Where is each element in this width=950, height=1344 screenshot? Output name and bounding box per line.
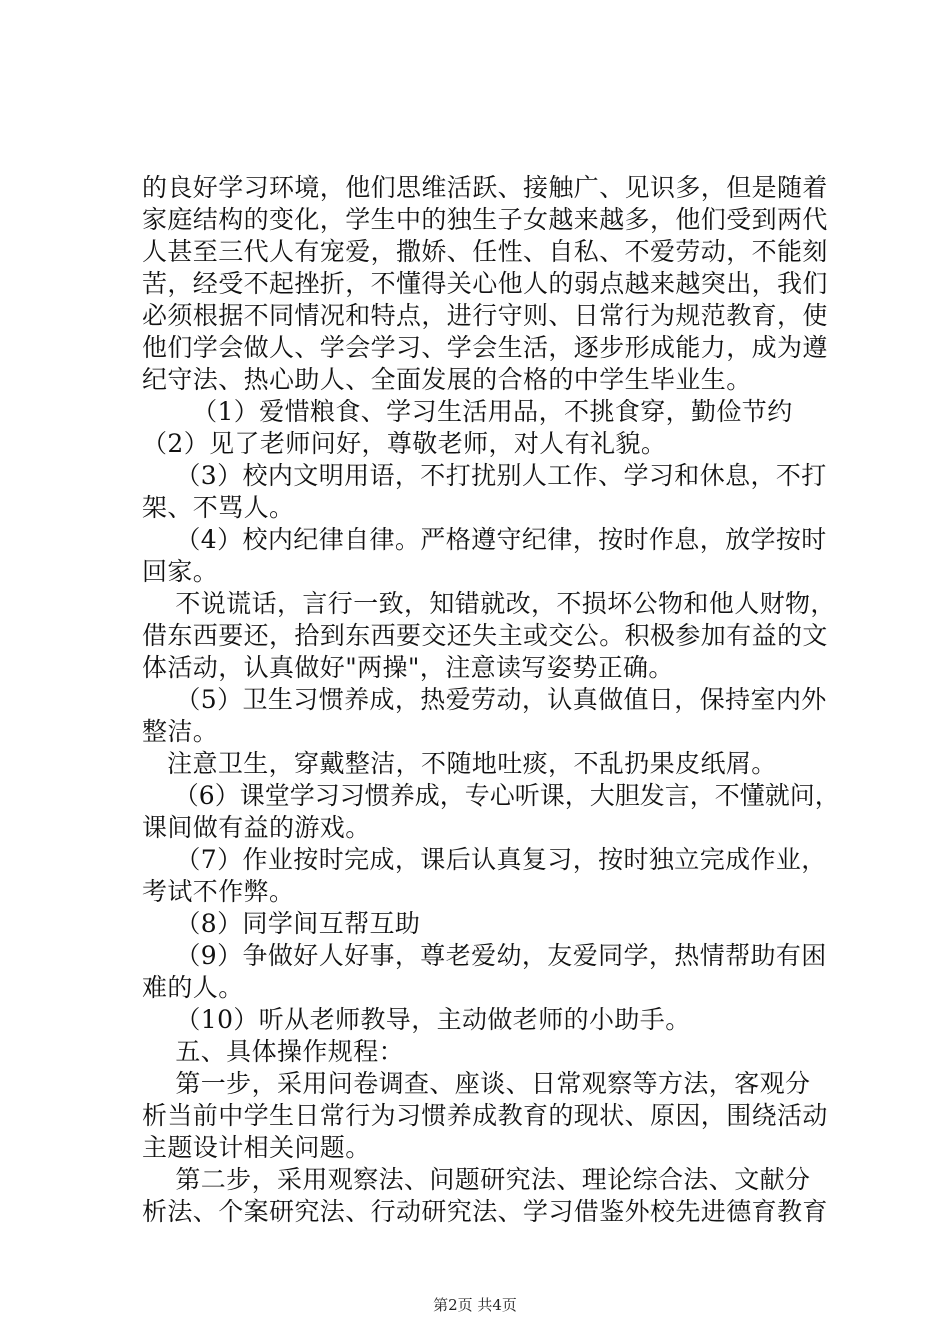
- text-line: 架、不骂人。: [142, 493, 295, 522]
- text-line: 纪守法、热心助人、全面发展的合格的中学生毕业生。: [142, 365, 752, 394]
- text-line: 主题设计相关问题。: [142, 1133, 371, 1162]
- text-line: 课间做有益的游戏。: [142, 813, 371, 842]
- text-line: 借东西要还，拾到东西要交还失主或交公。积极参加有益的文: [142, 621, 828, 650]
- text-line: 家庭结构的变化，学生中的独生子女越来越多，他们受到两代: [142, 205, 828, 234]
- text-line: （6）课堂学习习惯养成，专心听课，大胆发言，不懂就问，: [142, 781, 840, 810]
- text-line: 的良好学习环境，他们思维活跃、接触广、见识多，但是随着: [142, 173, 828, 202]
- text-line: 第二步，采用观察法、问题研究法、理论综合法、文献分: [142, 1165, 811, 1194]
- text-line: 回家。: [142, 557, 219, 586]
- text-line: （9）争做好人好事，尊老爱幼，友爱同学，热情帮助有困: [142, 941, 827, 970]
- page-number-label: 第2页 共4页: [433, 1296, 517, 1314]
- text-line: 他们学会做人、学会学习、学会生活，逐步形成能力，成为遵: [142, 333, 828, 362]
- page-footer: [0, 1295, 950, 1315]
- text-line: 析法、个案研究法、行动研究法、学习借鉴外校先进德育教育: [142, 1197, 828, 1226]
- text-line: （3）校内文明用语，不打扰别人工作、学习和休息，不打: [142, 461, 827, 490]
- text-line: 苦，经受不起挫折，不懂得关心他人的弱点越来越突出，我们: [142, 269, 828, 298]
- text-line: （8）同学间互帮互助: [142, 909, 421, 938]
- text-line: 必须根据不同情况和特点，进行守则、日常行为规范教育，使: [142, 301, 828, 330]
- text-line: 析当前中学生日常行为习惯养成教育的现状、原因，围绕活动: [142, 1101, 828, 1130]
- text-line: （10）听从老师教导，主动做老师的小助手。: [142, 1005, 691, 1034]
- text-line: 第一步，采用问卷调查、座谈、日常观察等方法，客观分: [142, 1069, 811, 1098]
- text-line: 难的人。: [142, 973, 244, 1002]
- text-line: 整洁。: [142, 717, 219, 746]
- text-line: 五、具体操作规程：: [142, 1037, 404, 1066]
- text-line: （2）见了老师问好，尊敬老师，对人有礼貌。: [142, 429, 667, 458]
- text-line: 注意卫生，穿戴整洁，不随地吐痰，不乱扔果皮纸屑。: [142, 749, 777, 778]
- text-line: （4）校内纪律自律。严格遵守纪律，按时作息，放学按时: [142, 525, 827, 554]
- text-line: 考试不作弊。: [142, 877, 295, 906]
- text-line: 不说谎话，言行一致，知错就改，不损坏公物和他人财物，: [142, 589, 836, 618]
- text-line: （7）作业按时完成，课后认真复习，按时独立完成作业，: [142, 845, 827, 874]
- body-text: [142, 172, 842, 1228]
- text-line: 体活动，认真做好"两操"，注意读写姿势正确。: [142, 653, 674, 682]
- text-line: 人甚至三代人有宠爱，撒娇、任性、自私、不爱劳动，不能刻: [142, 237, 828, 266]
- text-line: （1）爱惜粮食、学习生活用品，不挑食穿，勤俭节约: [142, 397, 793, 426]
- text-line: （5）卫生习惯养成，热爱劳动，认真做值日，保持室内外: [142, 685, 827, 714]
